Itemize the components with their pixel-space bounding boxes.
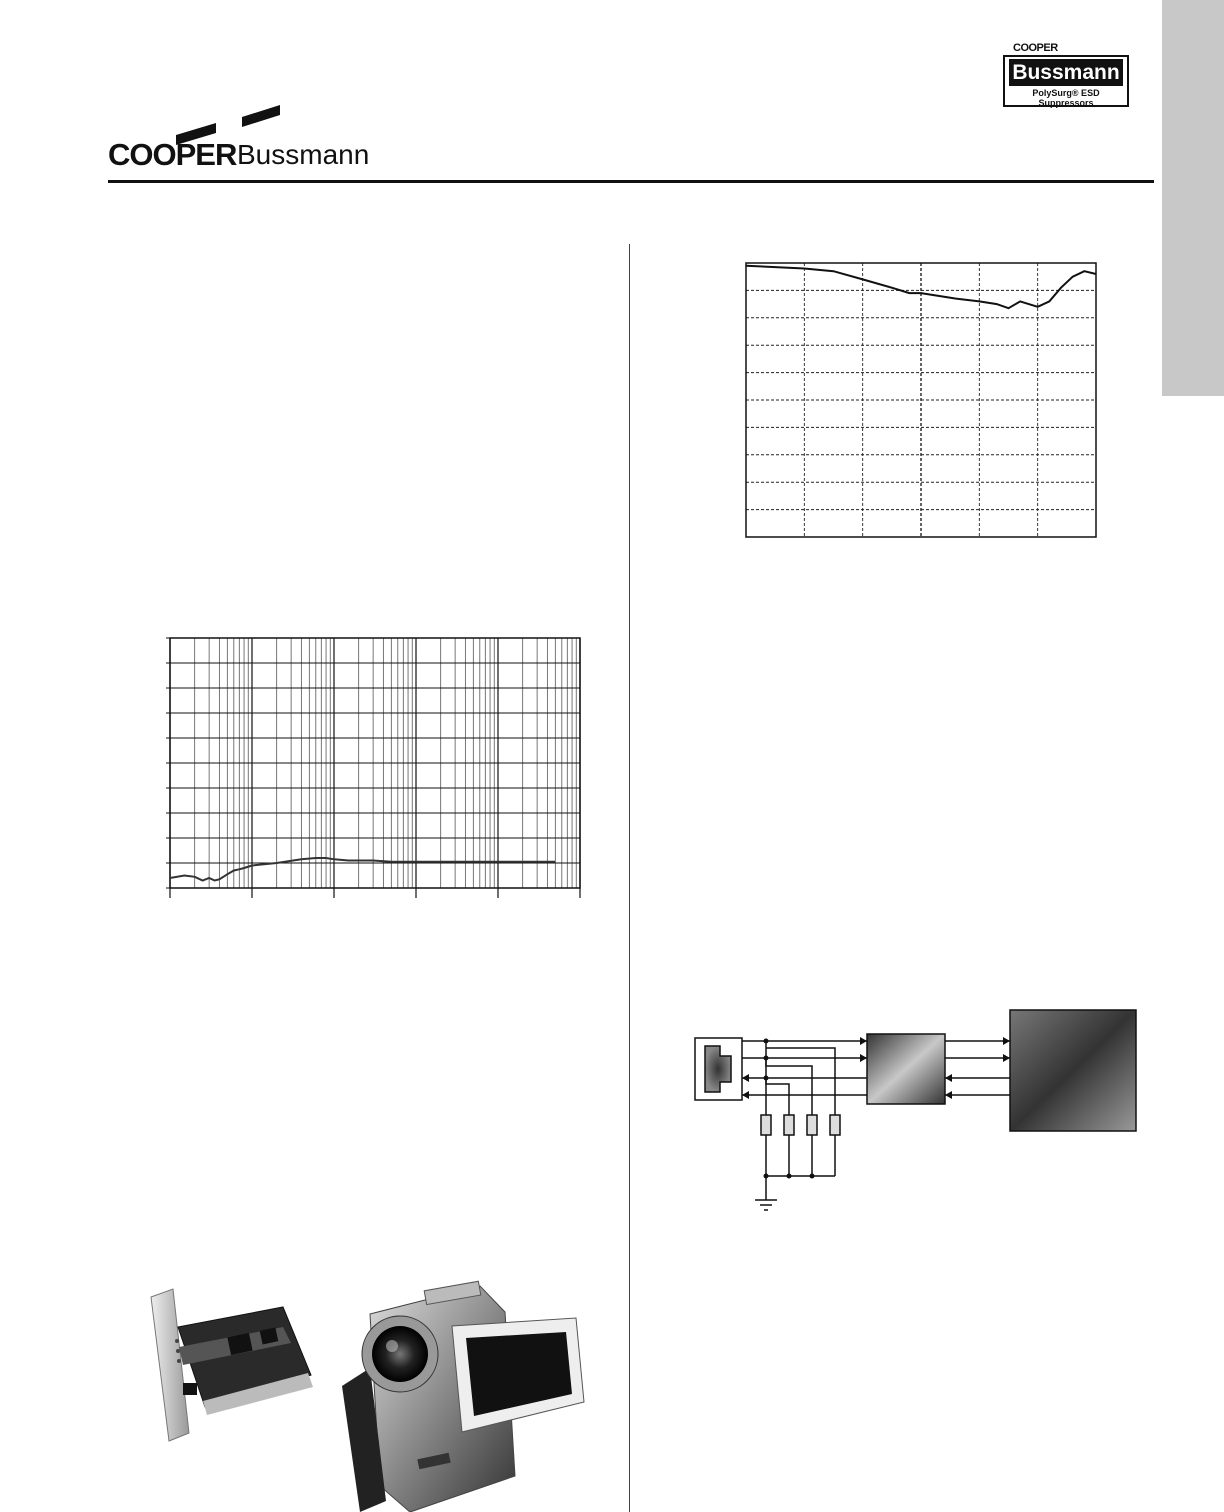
junction-dot [787,1174,792,1179]
network-card-photo [143,1283,318,1445]
logo-bussmann-text: Bussmann [237,139,370,170]
arrow-icon [742,1091,749,1099]
column-divider [629,244,630,1512]
arrow-icon [860,1037,867,1045]
section-tab-strip [1162,0,1224,396]
badge-cooper-text: COOPER [1013,42,1058,54]
esd-circuit-diagram [695,1008,1140,1213]
interface-chip [867,1034,945,1104]
arrow-icon [860,1054,867,1062]
ground-icon [755,1200,777,1210]
arrow-icon [742,1074,749,1082]
junction-dot [764,1076,769,1081]
esd-suppressor [784,1115,794,1135]
polysurg-badge [1003,38,1128,106]
junction-dot [810,1174,815,1179]
controller-chip [1010,1010,1136,1131]
arrow-icon [1003,1037,1010,1045]
esd-suppressor [761,1115,771,1135]
chart-right [746,263,1098,539]
badge-box [1003,55,1129,107]
arrow-icon [1003,1054,1010,1062]
camcorder-photo [340,1276,585,1512]
arrow-icon [945,1091,952,1099]
esd-suppressor [830,1115,840,1135]
arrow-icon [945,1074,952,1082]
logo-cooper-text: COOPER [108,137,237,172]
tap-wire [766,1078,789,1115]
jack-port-icon [705,1046,731,1092]
junction-dot [764,1174,769,1179]
esd-suppressor [807,1115,817,1135]
chart-left [170,638,582,900]
badge-brand-text: Bussmann [1009,59,1123,86]
cooper-bussmann-logo [108,105,408,175]
header-rule [108,180,1154,183]
junction-dot [764,1039,769,1044]
series-line [746,266,1096,309]
junction-dot [764,1056,769,1061]
badge-product-line: PolySurg® ESD Suppressors [1032,88,1100,108]
